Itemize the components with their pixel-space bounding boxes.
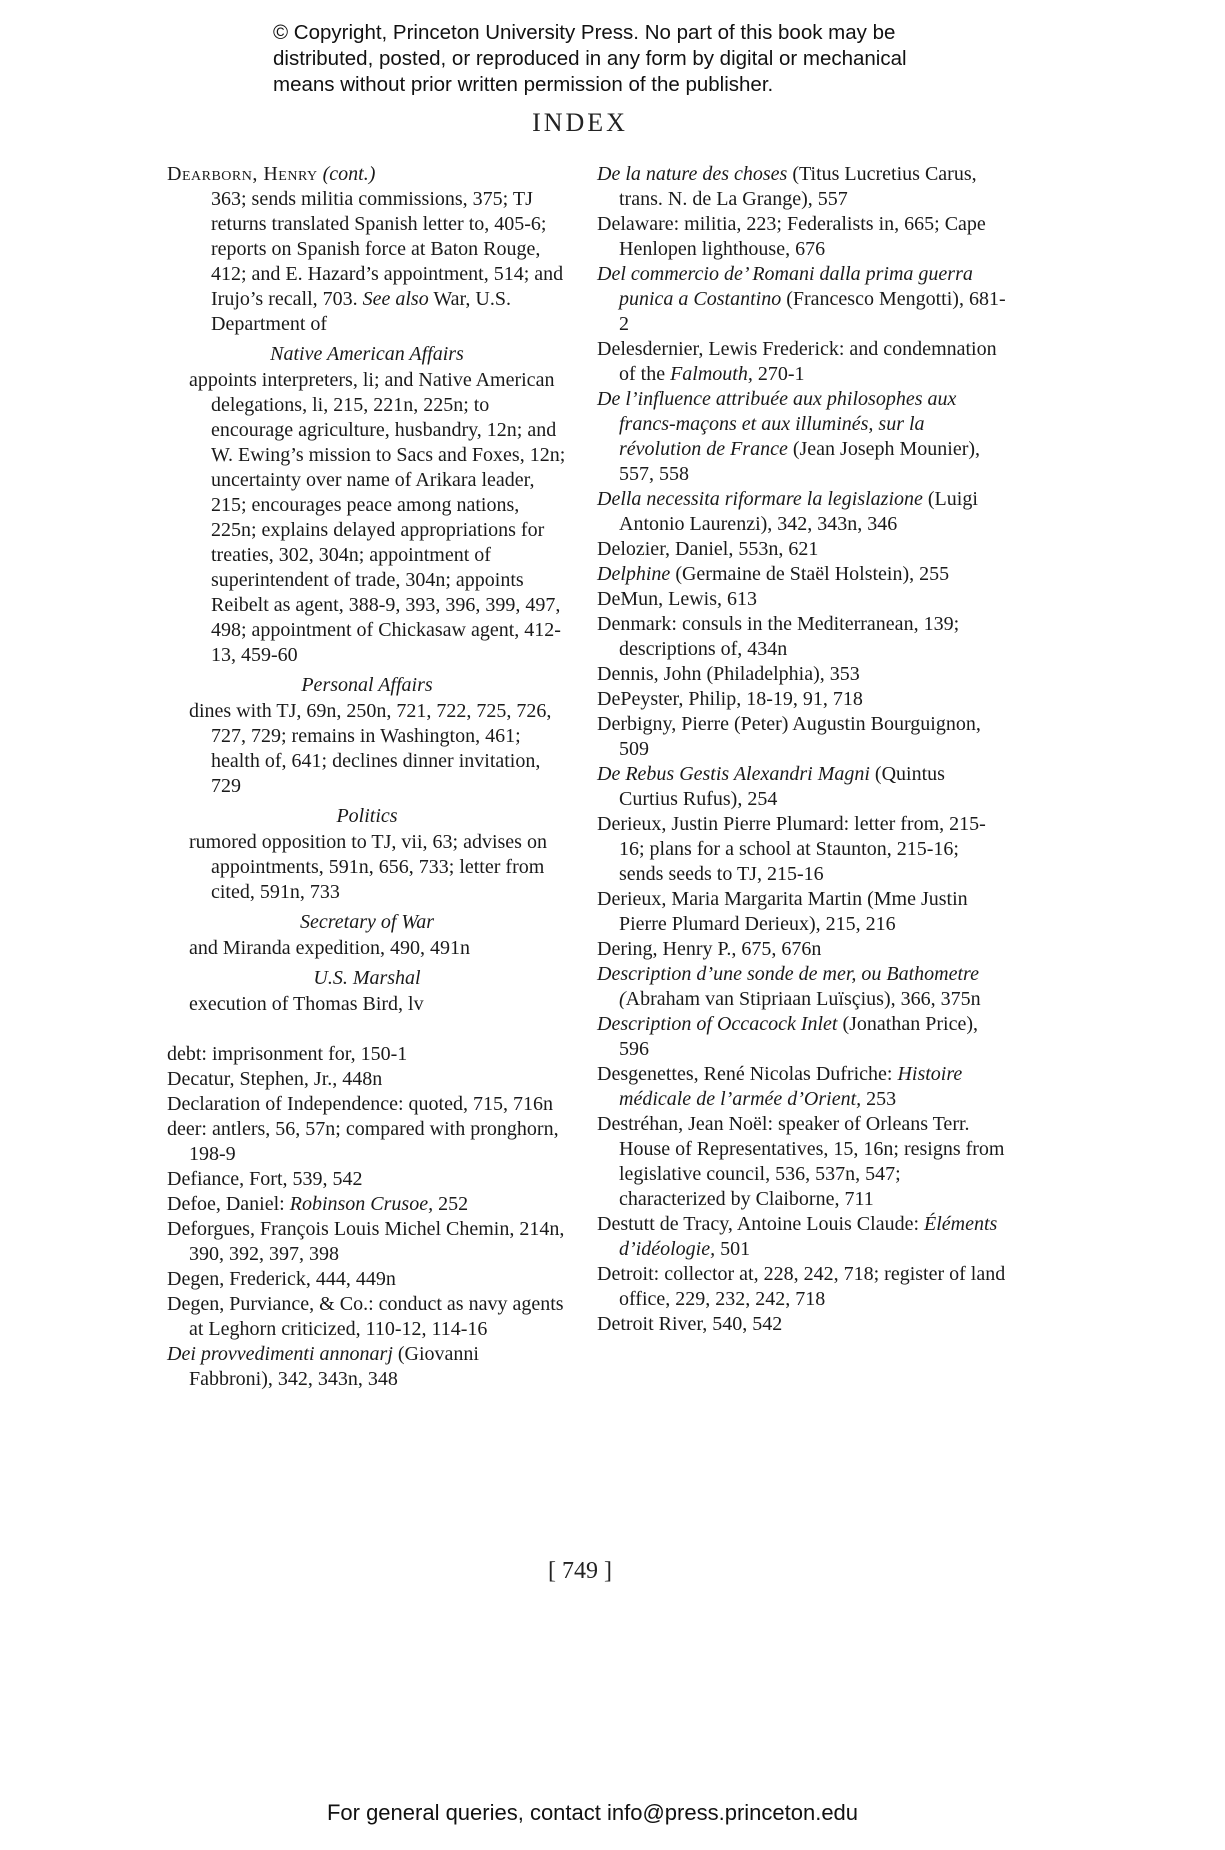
index-entry: Destutt de Tracy, Antoine Louis Claude: Éléments d’idéologie, 501 xyxy=(597,1213,998,1260)
index-entry: Description d’une sonde de mer, ou Bathometre (Abraham van Stipriaan Luïsçius), 366, 375n xyxy=(597,963,981,1010)
index-column-left xyxy=(167,162,567,1392)
index-entry: Del commercio de’ Romani dalla prima guerra punica a Costantino (Francesco Mengotti), 681-2 xyxy=(597,263,1006,335)
subheading: U.S. Marshal xyxy=(313,967,421,989)
index-entry: Degen, Purviance, & Co.: conduct as navy agents at Leghorn criticized, 110-12, 114-16 xyxy=(167,1293,564,1340)
footer-contact: For general queries, contact info@press.princeton.edu xyxy=(326,1800,859,1825)
copyright-notice xyxy=(273,20,973,98)
index-entry: Detroit: collector at, 228, 242, 718; register of land office, 229, 232, 242, 718 xyxy=(597,1263,1006,1310)
index-subentry: 363; sends militia commissions, 375; TJ returns translated Spanish letter to, 405-6; reports on Spanish force at Baton Rouge, 412; and E. Hazard’s appointment, 514; and Irujo’s recall, 703. See also War, U.S. Department of xyxy=(211,188,564,335)
index-entry: Derbigny, Pierre (Peter) Augustin Bourguignon, 509 xyxy=(597,713,981,760)
index-entry-dearborn: Dearborn, Henry (cont.) xyxy=(167,163,376,185)
index-entry: Delesdernier, Lewis Frederick: and condemnation of the Falmouth, 270-1 xyxy=(597,338,997,385)
index-entry: Defiance, Fort, 539, 542 xyxy=(167,1168,363,1190)
index-entry: DePeyster, Philip, 18-19, 91, 718 xyxy=(597,688,863,710)
index-entry: Destréhan, Jean Noël: speaker of Orleans Terr. House of Representatives, 15, 16n; resigns from legislative council, 536, 537n, 547; characterized by Claiborne, 711 xyxy=(597,1113,1005,1210)
index-entry: Della necessita riformare la legislazione (Luigi Antonio Laurenzi), 342, 343n, 346 xyxy=(597,488,978,535)
index-entry: De Rebus Gestis Alexandri Magni (Quintus Curtius Rufus), 254 xyxy=(597,763,945,810)
subheading: Politics xyxy=(336,805,398,827)
index-entry: Derieux, Maria Margarita Martin (Mme Justin Pierre Plumard Derieux), 215, 216 xyxy=(597,888,968,935)
index-entry: Delaware: militia, 223; Federalists in, 665; Cape Henlopen lighthouse, 676 xyxy=(597,213,986,260)
index-entry: DeMun, Lewis, 613 xyxy=(597,588,757,610)
copyright-line: means without prior written permission of the publisher. xyxy=(273,73,774,96)
subheading: Secretary of War xyxy=(299,911,435,933)
index-entry: debt: imprisonment for, 150-1 xyxy=(167,1043,408,1065)
index-entry: Dei provvedimenti annonarj (Giovanni Fabbroni), 342, 343n, 348 xyxy=(167,1343,479,1390)
index-subentry: rumored opposition to TJ, vii, 63; advises on appointments, 591n, 656, 733; letter from cited, 591n, 733 xyxy=(189,831,547,903)
index-entry: Delozier, Daniel, 553n, 621 xyxy=(597,538,819,560)
index-subentry: dines with TJ, 69n, 250n, 721, 722, 725, 726, 727, 729; remains in Washington, 461; health of, 641; declines dinner invitation, 729 xyxy=(189,700,552,797)
index-entry: Detroit River, 540, 542 xyxy=(597,1313,783,1335)
index-entry: Derieux, Justin Pierre Plumard: letter from, 215-16; plans for a school at Staunton, 215-16; sends seeds to TJ, 215-16 xyxy=(597,813,986,885)
index-entry: Delphine (Germaine de Staël Holstein), 255 xyxy=(597,563,950,585)
page-number: [ 749 ] xyxy=(548,1558,612,1584)
running-head: INDEX xyxy=(532,108,628,137)
subheading: Personal Affairs xyxy=(301,674,433,696)
index-entry: Decatur, Stephen, Jr., 448n xyxy=(167,1068,383,1090)
copyright-line: © Copyright, Princeton University Press. No part of this book may be xyxy=(273,21,896,44)
copyright-line: distributed, posted, or reproduced in any form by digital or mechanical xyxy=(273,47,907,70)
index-entry: Desgenettes, René Nicolas Dufriche: Histoire médicale de l’armée d’Orient, 253 xyxy=(597,1063,963,1110)
index-entry: deer: antlers, 56, 57n; compared with pronghorn, 198-9 xyxy=(167,1118,559,1165)
index-entry: De l’influence attribuée aux philosophes aux francs-maçons et aux illuminés, sur la révolution de France (Jean Joseph Mounier), 557, 558 xyxy=(597,388,981,485)
index-entry: Declaration of Independence: quoted, 715, 716n xyxy=(167,1093,553,1115)
subheading: Native American Affairs xyxy=(270,343,464,365)
index-entry: Denmark: consuls in the Mediterranean, 139; descriptions of, 434n xyxy=(597,613,960,660)
index-subentry: execution of Thomas Bird, lv xyxy=(189,993,424,1015)
index-entry: Dering, Henry P., 675, 676n xyxy=(597,938,822,960)
index-subentry: and Miranda expedition, 490, 491n xyxy=(189,937,471,959)
index-entry: Degen, Frederick, 444, 449n xyxy=(167,1268,396,1290)
index-entry: De la nature des choses (Titus Lucretius Carus, trans. N. de La Grange), 557 xyxy=(597,163,977,210)
index-entry: Defoe, Daniel: Robinson Crusoe, 252 xyxy=(167,1193,469,1215)
index-subentry: appoints interpreters, li; and Native American delegations, li, 215, 221n, 225n; to encourage agriculture, husbandry, 12n; and W. Ewing’s mission to Sacs and Foxes, 12n; uncertainty over name of Arikara leader, 215; encourages peace among nations, 225n; explains delayed appropriations for treaties, 302, 304n; appointment of superintendent of trade, 304n; appoints Reibelt as agent, 388-9, 393, 396, 399, 497, 498; appointment of Chickasaw agent, 412-13, 459-60 xyxy=(189,369,566,666)
index-entry: Description of Occacock Inlet (Jonathan Price), 596 xyxy=(597,1013,978,1060)
index-column-right xyxy=(597,162,1007,1337)
index-entry: Dennis, John (Philadelphia), 353 xyxy=(597,663,860,685)
index-entry: Deforgues, François Louis Michel Chemin, 214n, 390, 392, 397, 398 xyxy=(167,1218,565,1265)
